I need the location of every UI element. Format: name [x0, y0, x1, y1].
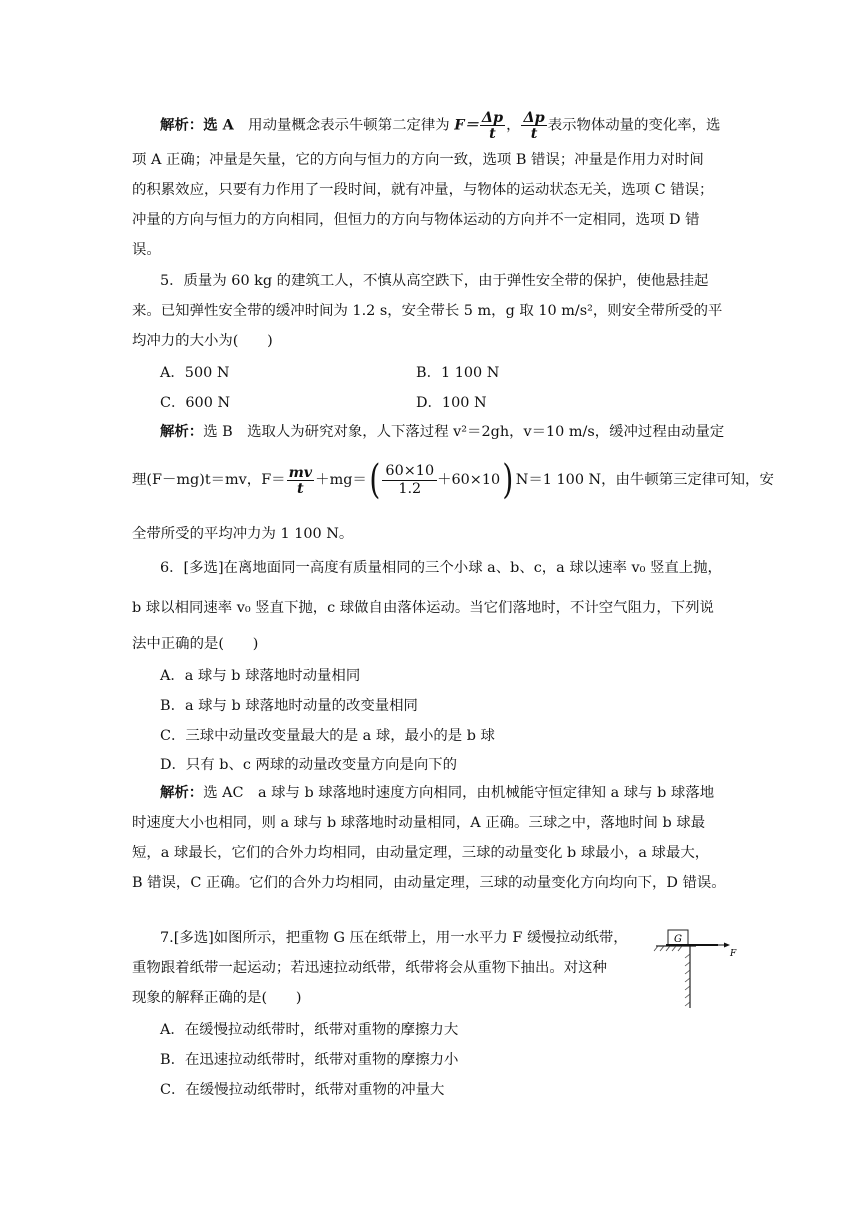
solution-4-line-4: 冲量的方向与恒力的方向相同，但恒力的方向与物体运动的方向并不一定相同，选项 D 错 — [132, 212, 700, 228]
question-6-option-b: B．a 球与 b 球落地时动量的改变量相同 — [160, 698, 418, 714]
force-label: F — [730, 949, 737, 959]
solution-text: 用动量概念表示牛顿第二定律为 — [248, 117, 455, 134]
solution-6-line-2: 时速度大小也相同，则 a 球与 b 球落地时动量相同，A 正确。三球之中，落地时间 b 球最 — [132, 815, 706, 831]
table-edge-hatch — [685, 954, 690, 1006]
question-6-line-1: 6．[多选]在离地面同一高度有质量相同的三个小球 a、b、c，a 球以速率 v₀ 竖直上抛， — [160, 560, 722, 576]
left-paren: ( — [369, 457, 381, 503]
question-7-option-a: A．在缓慢拉动纸带时，纸带对重物的摩擦力大 — [160, 1022, 459, 1038]
solution-choice: 选 A — [203, 116, 234, 134]
table-hatch — [654, 946, 682, 951]
solution-6-line-4: B 错误，C 正确。它们的合外力均相同，由动量定理，三球的动量变化方向均向下，D 错误。 — [132, 875, 726, 891]
solution-6-line-3: 短，a 球最长，它们的合外力均相同，由动量定理，三球的动量变化 b 球最小，a 球最大， — [132, 845, 710, 861]
weight-label: G — [674, 934, 682, 945]
question-5-line-3: 均冲力的大小为( ) — [132, 333, 273, 349]
question-7-line-3: 现象的解释正确的是( ) — [132, 990, 302, 1006]
solution-label: 解析： — [160, 116, 204, 134]
question-5-line-1: 5．质量为 60 kg 的建筑工人，不慎从高空跌下，由于弹性安全带的保护，使他悬挂起 — [160, 273, 709, 289]
question-6-line-3: 法中正确的是( ) — [132, 636, 259, 652]
question-7-line-2: 重物跟着纸带一起运动；若迅速拉动纸带，纸带将会从重物下抽出。对这种 — [132, 960, 607, 976]
solution-4-line-3: 的积累效应，只要有力作用了一段时间，就有冲量，与物体的运动状态无关，选项 C 错误； — [132, 182, 714, 198]
solution-label: 解析： — [160, 784, 204, 801]
question-7-option-c: C．在缓慢拉动纸带时，纸带对重物的冲量大 — [160, 1082, 445, 1098]
question-5-option-a: A．500 N — [160, 365, 230, 381]
solution-4-line-2: 项 A 正确；冲量是矢量，它的方向与恒力的方向一致，选项 B 错误；冲量是作用力对时间 — [132, 152, 704, 168]
fraction-600-12: $\frac{60\times 10}{1.2}$ — [382, 463, 437, 498]
solution-4-line-1: 解析：选 A 用动量概念表示牛顿第二定律为 F＝ $\frac{\Delta p}{t}$ ， $\frac{\Delta p}{t}$ 表示物体动量的变化率，选 — [160, 109, 721, 142]
question-7-line-1: 7.[多选]如图所示，把重物 G 压在纸带上，用一水平力 F 缓慢拉动纸带， — [160, 930, 628, 946]
question-6-option-c: C．三球中动量改变量最大的是 a 球，最小的是 b 球 — [160, 728, 495, 744]
question-5-option-d: D．100 N — [416, 395, 487, 411]
question-5-option-b: B．1 100 N — [416, 365, 500, 381]
solution-6-line-1: 解析：选 AC a 球与 b 球落地时速度方向相同，由机械能守恒定律知 a 球与 b 球落地 — [160, 784, 715, 801]
solution-5-line-1: 解析：选 B 选取人为研究对象，人下落过程 v²＝2gh，v＝10 m/s，缓冲过程由动量定 — [160, 423, 725, 440]
solution-5-line-3: 全带所受的平均冲力为 1 100 N。 — [132, 526, 354, 542]
solution-4-line-5: 误。 — [132, 242, 161, 258]
question-5-option-c: C．600 N — [160, 395, 231, 411]
fraction-dp-t: $\frac{\Delta p}{t}$ — [481, 109, 504, 142]
question-6-option-d: D．只有 b、c 两球的动量改变量方向是向下的 — [160, 757, 457, 773]
force-arrow-head — [724, 943, 730, 948]
question-5-line-2: 来。已知弹性安全带的缓冲时间为 1.2 s，安全带长 5 m，g 取 10 m/s²，则安全带所受的平 — [132, 303, 723, 319]
weight-on-paper-strip-figure — [650, 924, 750, 1014]
solution-5-line-2: 理(F－mg)t＝mv，F＝ $\frac{mv}{t}$ ＋mg＝( $\frac{60\times 10}{1.2}$ ＋60×10) N＝1 100 N，由牛顿第三定律可知，安 — [132, 457, 774, 503]
question-6-line-2: b 球以相同速率 v₀ 竖直下抛，c 球做自由落体运动。当它们落地时，不计空气阻力，下列说 — [132, 600, 714, 616]
solution-label: 解析： — [160, 423, 204, 440]
fraction-mv-t: $\frac{mv}{t}$ — [288, 463, 313, 497]
question-7-option-b: B．在迅速拉动纸带时，纸带对重物的摩擦力小 — [160, 1052, 459, 1068]
fraction-dp-t-2: $\frac{\Delta p}{t}$ — [523, 109, 545, 142]
formula: F＝ — [454, 116, 479, 134]
right-paren: ) — [502, 457, 514, 503]
question-6-option-a: A．a 球与 b 球落地时动量相同 — [160, 668, 361, 684]
